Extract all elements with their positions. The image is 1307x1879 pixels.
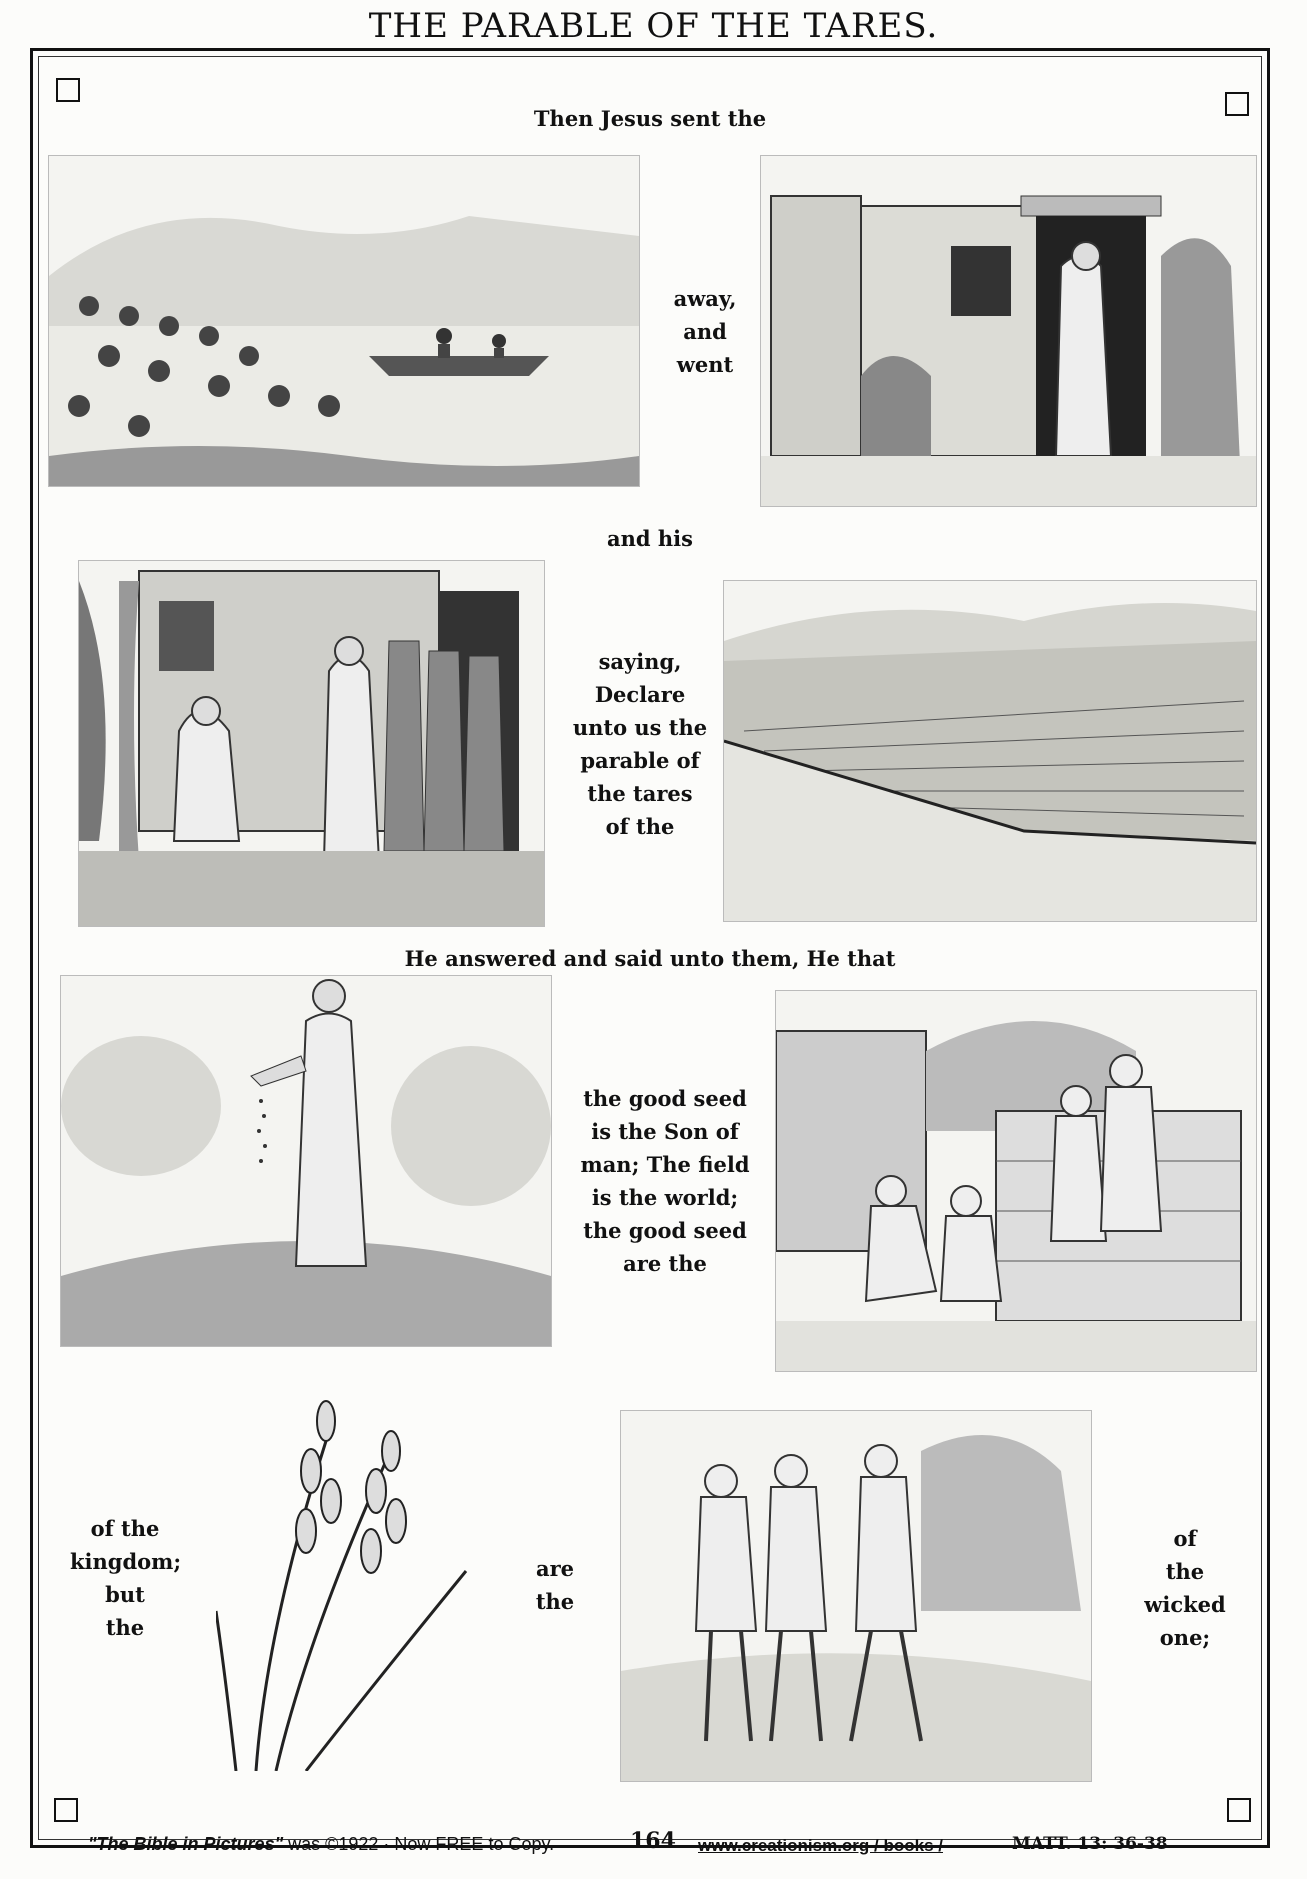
page-number: 164 xyxy=(630,1828,676,1854)
text-of-the-kingdom: of the kingdom; but the xyxy=(70,1516,182,1640)
text-good-seed: the good seed is the Son of man; The field is the world; the good seed are the xyxy=(580,1086,750,1276)
text-then-jesus-sent: Then Jesus sent the xyxy=(533,106,767,131)
man-entering-house-illustration xyxy=(760,155,1257,507)
text-away-and-went: away, and went xyxy=(673,286,737,377)
footer-copyright-text: was ©1922 · Now FREE to Copy. xyxy=(283,1834,555,1854)
wheat-field-illustration xyxy=(723,580,1257,922)
text-and-his: and his xyxy=(607,526,693,551)
corner-ornament-bottom-left xyxy=(54,1798,78,1822)
text-he-answered: He answered and said unto them, He that xyxy=(404,946,896,971)
page-title: THE PARABLE OF THE TARES. xyxy=(368,6,939,46)
sower-illustration xyxy=(60,975,552,1347)
corner-ornament-bottom-right xyxy=(1227,1798,1251,1822)
footer-website-link[interactable]: www.creationism.org / books / xyxy=(698,1836,943,1855)
children-by-wall-illustration xyxy=(775,990,1257,1372)
footer-book-title: "The Bible in Pictures" xyxy=(88,1834,284,1854)
multitude-by-lake-illustration xyxy=(48,155,640,487)
text-are-the: are the xyxy=(535,1556,575,1614)
disciples-in-room-illustration xyxy=(78,560,545,927)
text-of-the-wicked-one: of the wicked one; xyxy=(1144,1526,1226,1650)
corner-ornament-top-left xyxy=(56,78,80,102)
wheat-ears-illustration xyxy=(215,1380,472,1772)
text-saying-declare: saying, Declare unto us the parable of the tares of the xyxy=(572,649,708,839)
scripture-reference: MATT. 13: 36-38 xyxy=(1012,1834,1168,1854)
boys-fighting-illustration xyxy=(620,1410,1092,1782)
footer-copyright xyxy=(88,1834,628,1855)
corner-ornament-top-right xyxy=(1225,92,1249,116)
